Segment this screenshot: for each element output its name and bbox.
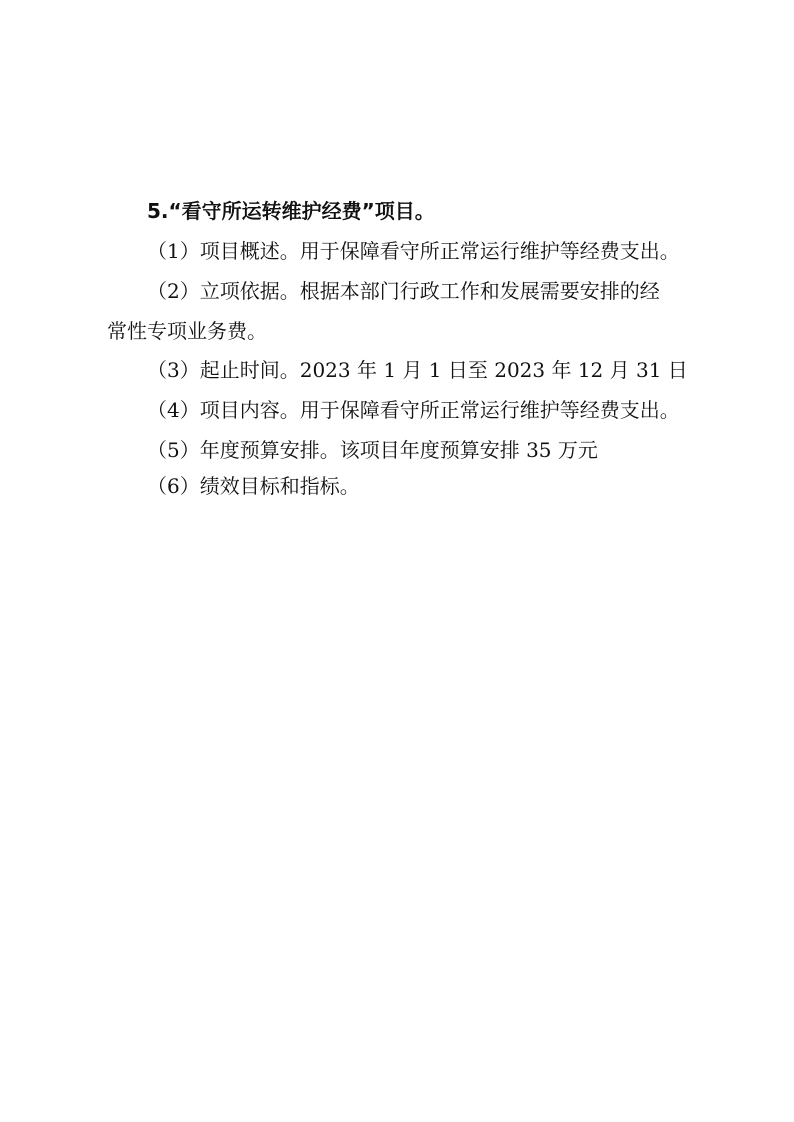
item-performance-goals: （6）绩效目标和指标。 [147,474,360,498]
item-project-period: （3）起止时间。2023 年 1 月 1 日至 2023 年 12 月 31 日 [147,358,688,382]
item-annual-budget: （5）年度预算安排。该项目年度预算安排 35 万元 [147,438,598,462]
item-project-content: （4）项目内容。用于保障看守所正常运行维护等经费支出。 [147,398,680,422]
section-heading: 5.“看守所运转维护经费”项目。 [147,199,435,223]
item-project-basis-continued: 常性专项业务费。 [107,319,267,343]
item-project-basis: （2）立项依据。根据本部门行政工作和发展需要安排的经 [147,279,660,303]
item-project-overview: （1）项目概述。用于保障看守所正常运行维护等经费支出。 [147,239,680,263]
